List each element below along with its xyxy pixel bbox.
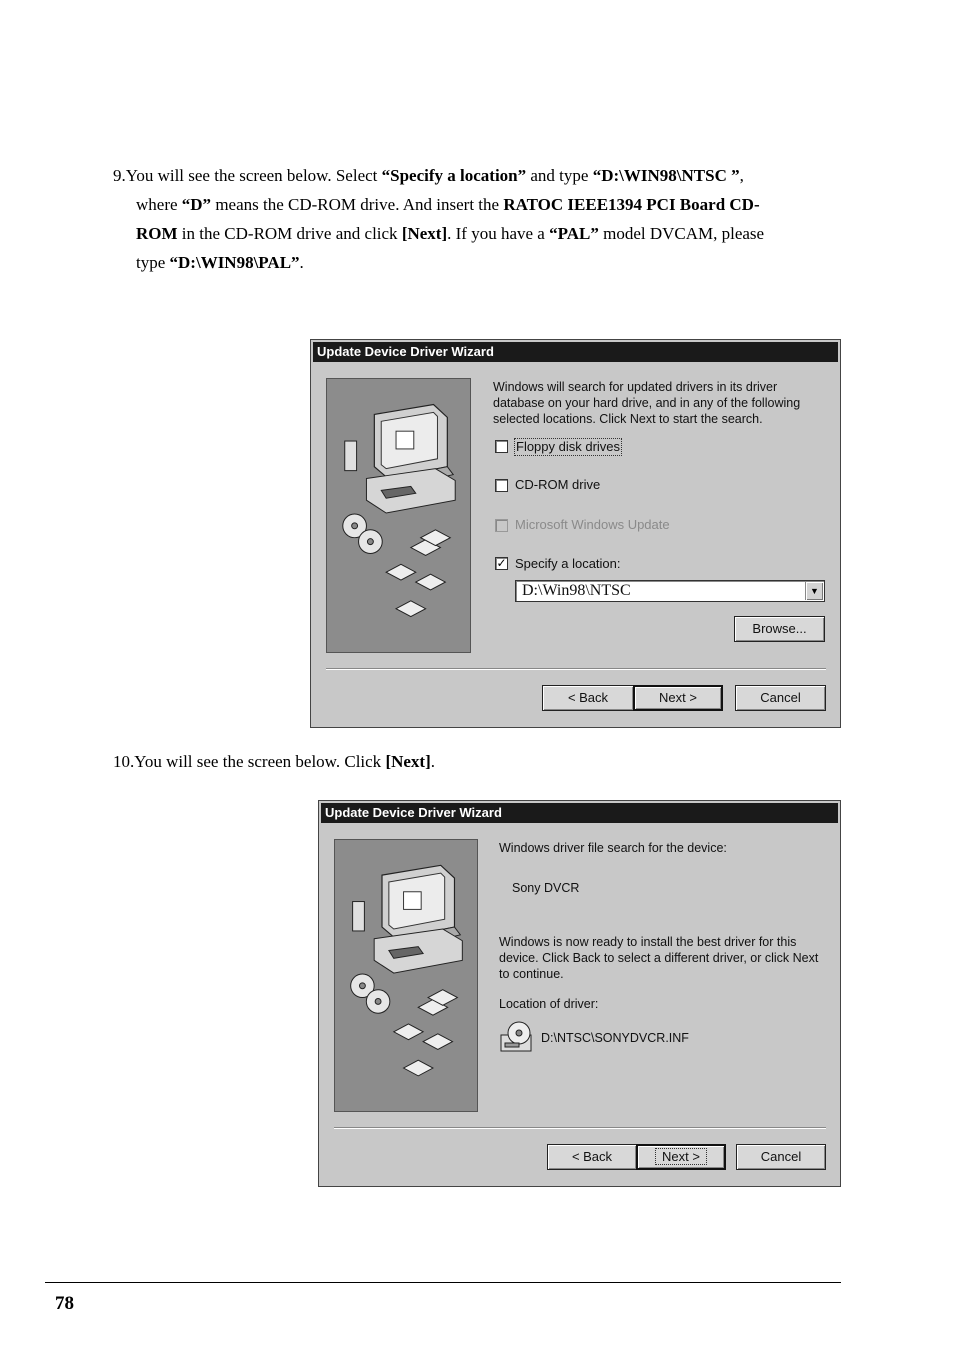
location-combo-box[interactable] bbox=[515, 580, 825, 602]
driver-file-icon bbox=[499, 1019, 535, 1055]
cancel-button[interactable]: Cancel bbox=[736, 1144, 826, 1170]
footer-rule bbox=[45, 1282, 841, 1283]
step-9-instruction: 9.You will see the screen below. Select “Specify a location” and type “D:\WIN98\NTSC ”, where “D” means the CD-ROM drive. And insert the RATOC IEEE1394 PCI Board CD- ROM in the CD-ROM drive and click [Next]. If you have a “PAL” model DVCAM, please type “D:\WIN98\PAL”. bbox=[113, 166, 765, 272]
ready-to-install-text: Windows is now ready to install the best driver for this device. Click Back to select a different driver, or click Next to continue. bbox=[499, 935, 819, 981]
cd-rom-drive-label[interactable]: CD-ROM drive bbox=[515, 477, 601, 492]
wizard-illustration bbox=[326, 378, 471, 653]
update-driver-wizard-dialog-1 bbox=[310, 339, 841, 728]
floppy-disk-drives-checkbox[interactable] bbox=[495, 440, 508, 453]
dialog-title-bar: Update Device Driver Wizard bbox=[313, 342, 838, 362]
search-heading: Windows driver file search for the device: bbox=[499, 841, 727, 855]
computer-and-disks-icon bbox=[335, 840, 477, 1111]
search-intro-text: Windows will search for updated drivers in its driver database on your hard drive, and in any of the following selected locations. Click Next to start the search. bbox=[493, 380, 801, 426]
update-driver-wizard-dialog-2 bbox=[318, 800, 841, 1187]
next-button-label[interactable]: Next > bbox=[655, 1148, 707, 1165]
floppy-disk-drives-label[interactable]: Floppy disk drives bbox=[516, 439, 621, 454]
dialog-separator bbox=[326, 668, 826, 670]
computer-and-disks-icon bbox=[327, 379, 470, 652]
device-name: Sony DVCR bbox=[512, 881, 580, 895]
driver-path: D:\NTSC\SONYDVCR.INF bbox=[541, 1031, 689, 1045]
next-button[interactable] bbox=[636, 1144, 726, 1170]
back-button[interactable]: < Back bbox=[547, 1144, 637, 1170]
next-button[interactable]: Next > bbox=[633, 685, 723, 711]
specify-location-label[interactable]: Specify a location: bbox=[515, 556, 621, 571]
specify-location-checkbox[interactable]: ✓ bbox=[496, 556, 507, 570]
step-10-instruction: 10.You will see the screen below. Click [Next]. bbox=[113, 752, 435, 771]
cancel-button[interactable]: Cancel bbox=[735, 685, 826, 711]
location-input-value[interactable]: D:\Win98\NTSC bbox=[522, 582, 631, 599]
microsoft-windows-update-checkbox bbox=[495, 519, 508, 532]
dialog-separator bbox=[334, 1127, 826, 1129]
location-heading: Location of driver: bbox=[499, 997, 599, 1011]
cd-rom-drive-checkbox[interactable] bbox=[495, 479, 508, 492]
dropdown-arrow-icon[interactable]: ▼ bbox=[805, 582, 823, 600]
microsoft-windows-update-label: Microsoft Windows Update bbox=[515, 517, 670, 532]
wizard-illustration bbox=[334, 839, 478, 1112]
back-button[interactable]: < Back bbox=[542, 685, 634, 711]
browse-button[interactable]: Browse... bbox=[734, 616, 825, 642]
dialog-title-bar: Update Device Driver Wizard bbox=[321, 803, 838, 823]
page-number: 78 bbox=[55, 1293, 74, 1314]
